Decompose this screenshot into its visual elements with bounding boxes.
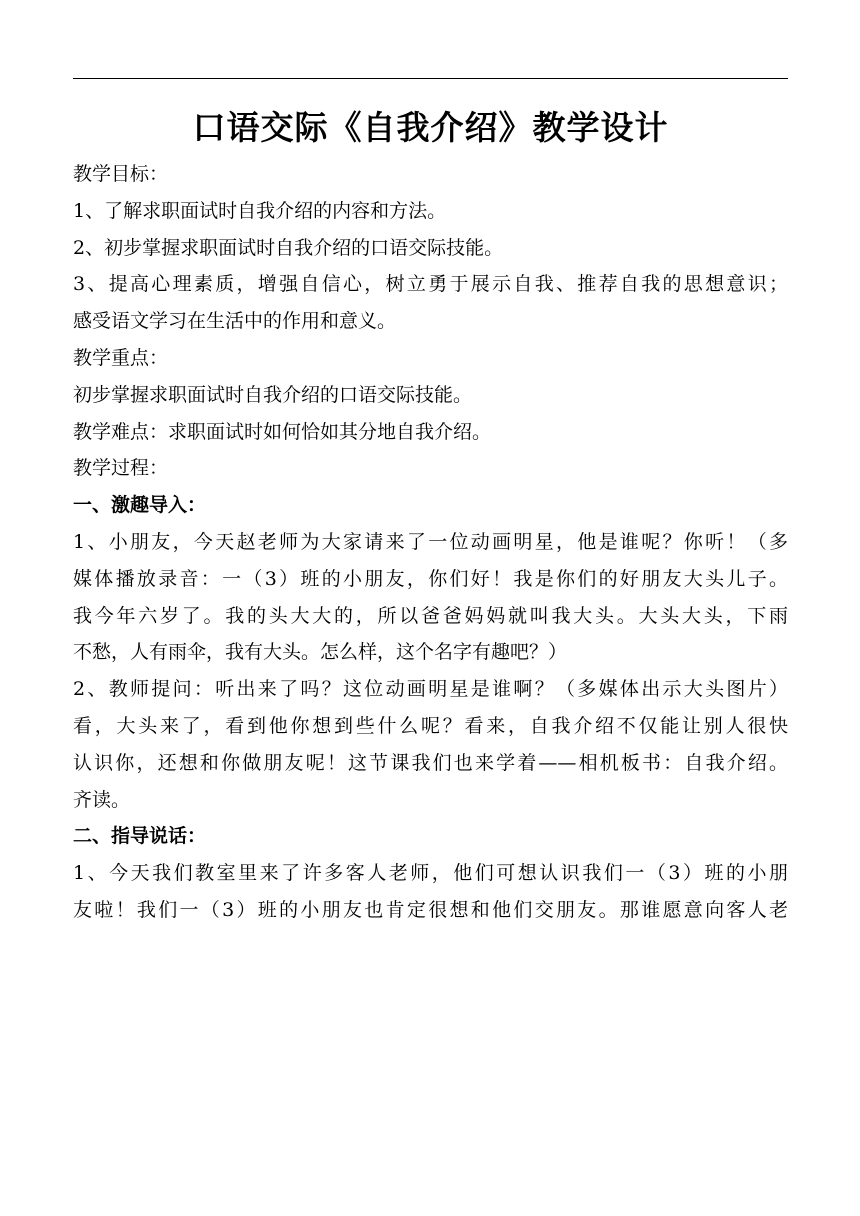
header-rule (73, 78, 788, 79)
paragraph-line: 齐读。 (73, 788, 131, 811)
paragraph-line: 媒体播放录音：一（3）班的小朋友，你们好！我是你们的好朋友大头儿子。 (73, 567, 788, 590)
paragraph-line: 1、小朋友，今天赵老师为大家请来了一位动画明星，他是谁呢？你听！（多 (73, 530, 788, 553)
paragraph-line: 2、初步掌握求职面试时自我介绍的口语交际技能。 (73, 236, 504, 259)
document-title: 口语交际《自我介绍》教学设计 (192, 108, 669, 147)
paragraph-line: 友啦！我们一（3）班的小朋友也肯定很想和他们交朋友。那谁愿意向客人老 (73, 898, 788, 921)
paragraph-line: 3、提高心理素质，增强自信心，树立勇于展示自我、推荐自我的思想意识； (73, 273, 788, 296)
paragraph-line: 我今年六岁了。我的头大大的，所以爸爸妈妈就叫我大头。大头大头，下雨 (73, 604, 788, 627)
paragraph-line: 教学重点： (73, 346, 169, 369)
paragraph-line: 不愁，人有雨伞，我有大头。怎么样，这个名字有趣吧？） (73, 641, 568, 664)
paragraph-line: 2、教师提问：听出来了吗？这位动画明星是谁啊？（多媒体出示大头图片） (73, 678, 788, 701)
paragraph-line: 教学目标： (73, 163, 169, 185)
paragraph-line: 教学难点：求职面试时如何恰如其分地自我介绍。 (73, 420, 492, 443)
document-body (73, 156, 788, 929)
section-heading: 二、指导说话： (73, 825, 207, 848)
paragraph-line: 教学过程： (73, 457, 169, 480)
paragraph-line: 看，大头来了，看到他你想到些什么呢？看来，自我介绍不仅能让别人很快 (73, 714, 788, 737)
paragraph-line: 1、今天我们教室里来了许多客人老师，他们可想认识我们一（3）班的小朋 (73, 862, 788, 885)
paragraph-line: 感受语文学习在生活中的作用和意义。 (73, 310, 397, 333)
paragraph-line: 1、了解求职面试时自我介绍的内容和方法。 (73, 199, 447, 222)
paragraph-line: 认识你，还想和你做朋友呢！这节课我们也来学着——相机板书：自我介绍。 (73, 751, 788, 774)
paragraph-line: 初步掌握求职面试时自我介绍的口语交际技能。 (73, 383, 473, 406)
section-heading: 一、激趣导入： (73, 494, 207, 517)
